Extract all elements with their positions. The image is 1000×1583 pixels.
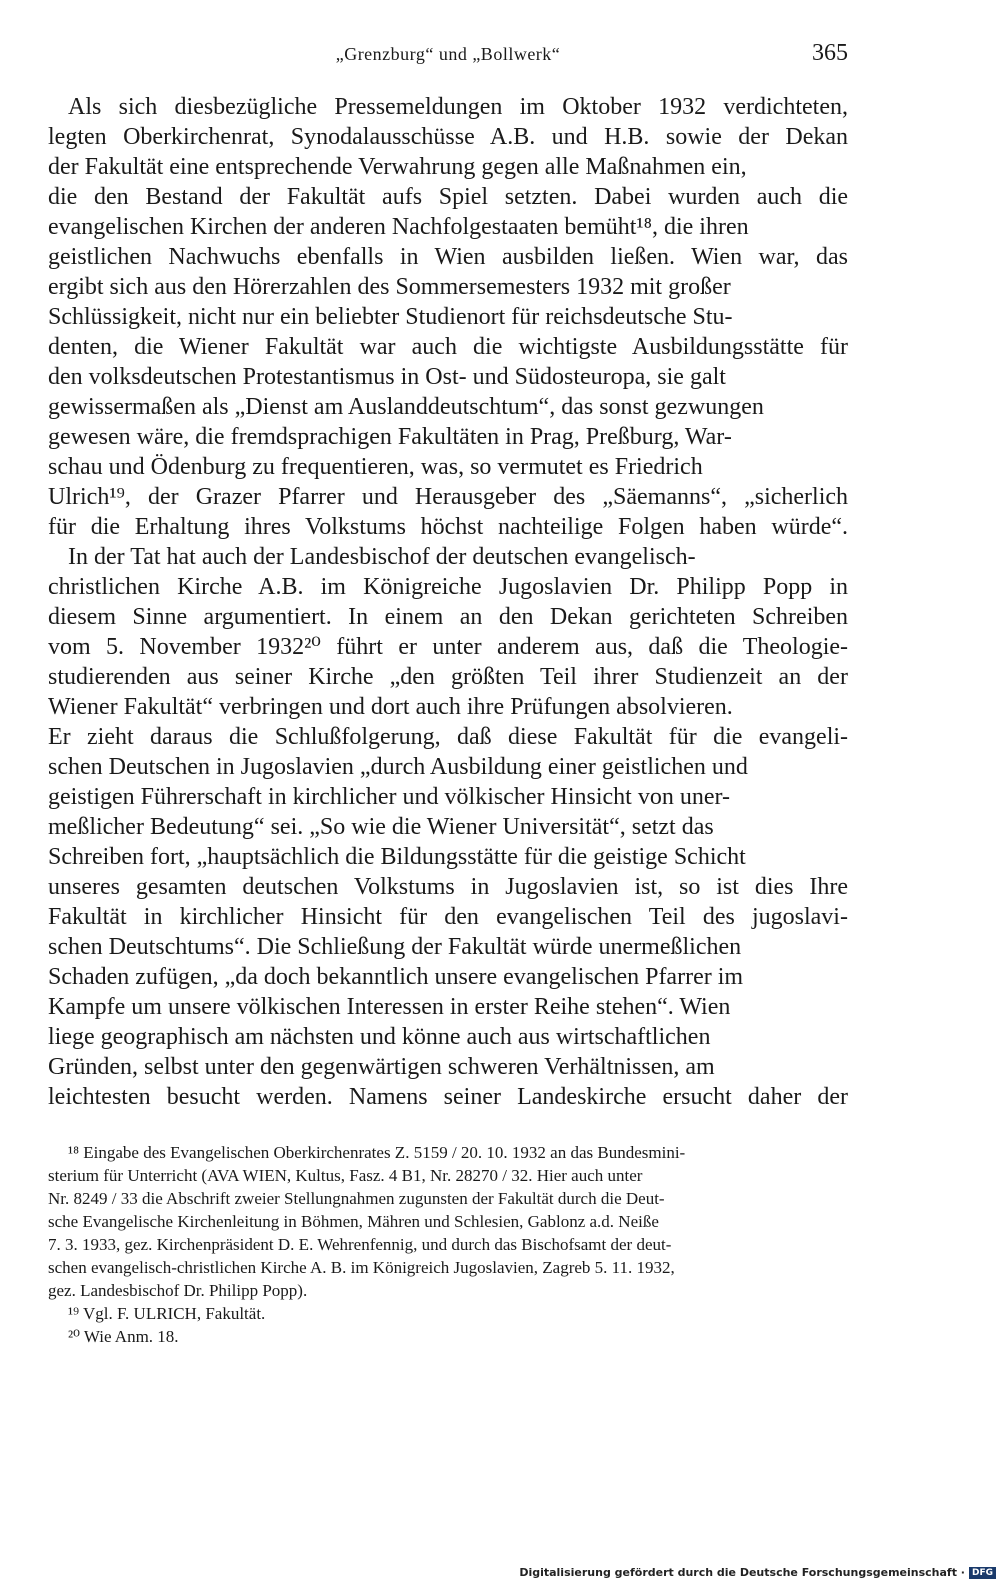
text-line: die den Bestand der Fakultät aufs Spiel setzten. Dabei wurden auch die — [48, 184, 848, 210]
text-line: den volksdeutschen Protestantismus in Ost- und Südosteuropa, sie galt — [48, 364, 726, 390]
text-line: legten Oberkirchenrat, Synodalausschüsse A.B. und H.B. sowie der Dekan — [48, 124, 848, 150]
text-line: Gründen, selbst unter den gegenwärtigen schweren Verhältnissen, am — [48, 1054, 715, 1080]
text-line: leichtesten besucht werden. Namens seiner Landeskirche ersucht daher der — [48, 1084, 848, 1110]
dfg-logo: DFG — [969, 1567, 996, 1579]
text-line: gewesen wäre, die fremdsprachigen Fakultäten in Prag, Preßburg, War- — [48, 424, 732, 450]
text-line: gewissermaßen als „Dienst am Auslanddeutschtum“, das sonst gezwungen — [48, 394, 764, 420]
footnote-line: ¹⁹ Vgl. F. ULRICH, Fakultät. — [68, 1304, 266, 1323]
text-line: Fakultät in kirchlicher Hinsicht für den evangelischen Teil des jugoslavi- — [48, 904, 848, 930]
footnote-line: ¹⁸ Eingabe des Evangelischen Oberkirchenrates Z. 5159 / 20. 10. 1932 an das Bundesmini- — [68, 1143, 686, 1162]
text-line: In der Tat hat auch der Landesbischof der deutschen evangelisch- — [68, 544, 696, 570]
text-line: schen Deutschtums“. Die Schließung der Fakultät würde unermeßlichen — [48, 934, 742, 960]
text-line: Er zieht daraus die Schlußfolgerung, daß diese Fakultät für die evangeli- — [48, 724, 848, 750]
running-title: „Grenzburg“ und „Bollwerk“ — [335, 44, 561, 64]
footnote-line: Nr. 8249 / 33 die Abschrift zweier Stellungnahmen zugunsten der Fakultät durch die Deut- — [48, 1189, 665, 1208]
footnote-line: schen evangelisch-christlichen Kirche A. B. im Königreich Jugoslavien, Zagreb 5. 11. 1932, — [48, 1258, 675, 1277]
text-line: diesem Sinne argumentiert. In einem an den Dekan gerichteten Schreiben — [48, 604, 848, 630]
text-line: christlichen Kirche A.B. im Königreiche Jugoslavien Dr. Philipp Popp in — [48, 574, 848, 600]
footnote-line: sche Evangelische Kirchenleitung in Böhmen, Mähren und Schlesien, Gablonz a.d. Neiße — [48, 1212, 659, 1231]
text-line: Kampfe um unsere völkischen Interessen in erster Reihe stehen“. Wien — [48, 994, 731, 1020]
text-line: meßlicher Bedeutung“ sei. „So wie die Wiener Universität“, setzt das — [48, 814, 714, 840]
text-line: Schaden zufügen, „da doch bekanntlich unsere evangelischen Pfarrer im — [48, 964, 744, 990]
footnotes — [48, 1141, 848, 1348]
footnote-line: ²⁰ Wie Anm. 18. — [68, 1327, 179, 1346]
body-text — [48, 92, 848, 1112]
digitization-credit: Digitalisierung gefördert durch die Deutsche Forschungsgemeinschaft · — [519, 1566, 965, 1579]
text-line: schen Deutschen in Jugoslavien „durch Ausbildung einer geistlichen und — [48, 754, 748, 780]
text-line: ergibt sich aus den Hörerzahlen des Sommersemesters 1932 mit großer — [48, 274, 731, 300]
text-line: evangelischen Kirchen der anderen Nachfolgestaaten bemüht¹⁸, die ihren — [48, 214, 749, 240]
text-line: Ulrich¹⁹, der Grazer Pfarrer und Herausgeber des „Säemanns“, „sicherlich — [48, 484, 848, 510]
text-line: Wiener Fakultät“ verbringen und dort auch ihre Prüfungen absolvieren. — [48, 694, 733, 720]
text-line: schau und Ödenburg zu frequentieren, was, so vermutet es Friedrich — [48, 454, 703, 480]
text-line: der Fakultät eine entsprechende Verwahrung gegen alle Maßnahmen ein, — [48, 154, 747, 180]
text-line: studierenden aus seiner Kirche „den größten Teil ihrer Studienzeit an der — [48, 664, 848, 690]
text-line: liege geographisch am nächsten und könne auch aus wirtschaftlichen — [48, 1024, 711, 1050]
page-header — [48, 40, 848, 72]
text-line: geistlichen Nachwuchs ebenfalls in Wien ausbilden ließen. Wien war, das — [48, 244, 848, 270]
text-line: Schreiben fort, „hauptsächlich die Bildungsstätte für die geistige Schicht — [48, 844, 746, 870]
text-line: Schlüssigkeit, nicht nur ein beliebter Studienort für reichsdeutsche Stu- — [48, 304, 733, 330]
text-line: unseres gesamten deutschen Volkstums in Jugoslavien ist, so ist dies Ihre — [48, 874, 848, 900]
text-line: geistigen Führerschaft in kirchlicher und völkischer Hinsicht von uner- — [48, 784, 731, 810]
text-line: Als sich diesbezügliche Pressemeldungen im Oktober 1932 verdichteten, — [68, 94, 848, 120]
page-number: 365 — [812, 40, 848, 66]
text-line: denten, die Wiener Fakultät war auch die wichtigste Ausbildungsstätte für — [48, 334, 848, 360]
footnote-line: gez. Landesbischof Dr. Philipp Popp). — [48, 1281, 308, 1300]
footer — [519, 1566, 996, 1579]
text-line: für die Erhaltung ihres Volkstums höchst nachteilige Folgen haben würde“. — [48, 514, 848, 540]
text-line: vom 5. November 1932²⁰ führt er unter anderem aus, daß die Theologie- — [48, 634, 848, 660]
footnote-line: 7. 3. 1933, gez. Kirchenpräsident D. E. Wehrenfennig, und durch das Bischofsamt der deut- — [48, 1235, 672, 1254]
footnote-line: sterium für Unterricht (AVA WIEN, Kultus, Fasz. 4 B1, Nr. 28270 / 32. Hier auch unter — [48, 1166, 643, 1185]
